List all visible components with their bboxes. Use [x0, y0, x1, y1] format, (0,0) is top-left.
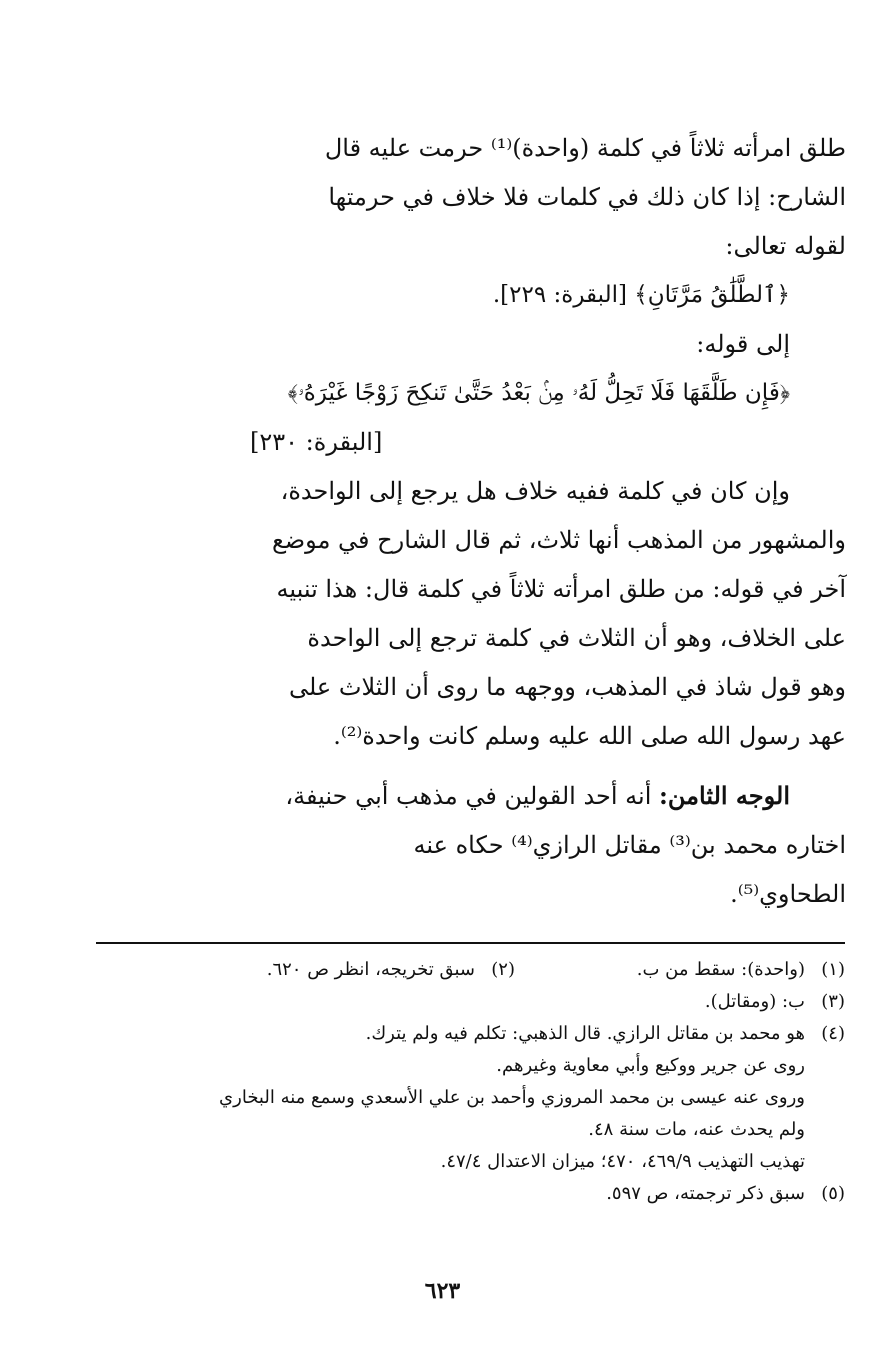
section-text: أنه أحد القولين في مذهب أبي حنيفة، [285, 782, 652, 810]
footnote-number: (٢) [491, 959, 515, 980]
footnote-text: سبق تخريجه، انظر ص ٦٢٠. [266, 959, 475, 980]
body-line: وهو قول شاذ في المذهب، ووجهه ما روى أن الثلاث على [288, 673, 846, 701]
body-line: طلق امرأته ثلاثاً في كلمة (واحدة)⁽¹⁾ حرمت عليه قال [324, 134, 846, 162]
footnote-separator [96, 942, 845, 944]
body-line: عهد رسول الله صلى الله عليه وسلم كانت واحدة⁽²⁾. [333, 722, 846, 750]
section-heading: الوجه الثامن: [659, 781, 790, 810]
body-line: وإن كان في كلمة ففيه خلاف هل يرجع إلى الواحدة، [280, 477, 790, 505]
footnote-row [96, 954, 845, 986]
footnote-text: (واحدة): سقط من ب. [636, 959, 805, 980]
footnote-number: (٣) [821, 991, 845, 1012]
body-line: اختاره محمد بن⁽³⁾ مقاتل الرازي⁽⁴⁾ حكاه عنه [413, 831, 846, 859]
page-number: ٦٢٣ [424, 1278, 461, 1304]
quran-quote-2: ﴿فَإِن طَلَّقَهَا فَلَا تَحِلُّ لَهُۥ مِنۢ بَعْدُ حَتَّىٰ تَنكِحَ زَوْجًا غَيْرَهُۥ﴾ [287, 380, 790, 406]
footnotes [96, 954, 845, 1210]
body-line: الشارح: إذا كان ذلك في كلمات فلا خلاف في حرمتها [328, 183, 846, 211]
body-line: على الخلاف، وهو أن الثلاث في كلمة ترجع إلى الواحدة [307, 624, 846, 652]
section-line [250, 771, 846, 821]
body-line: الطحاوي⁽⁵⁾. [730, 880, 846, 908]
footnote-text: هو محمد بن مقاتل الرازي. قال الذهبي: تكلم فيه ولم يترك. [365, 1023, 805, 1044]
footnote [96, 1018, 845, 1050]
footnote-continuation: روى عن جرير ووكيع وأبي معاوية وغيرهم. [496, 1055, 805, 1076]
footnote-number: (٥) [821, 1183, 845, 1204]
transition-line: إلى قوله: [696, 330, 790, 358]
footnote-text: سبق ذكر ترجمته، ص ٥٩٧. [606, 1183, 805, 1204]
footnote-number: (١) [821, 959, 845, 980]
footnote-text: ب: (ومقاتل). [704, 991, 805, 1012]
footnote-continuation: وروى عنه عيسى بن محمد المروزي وأحمد بن علي الأسعدي وسمع منه البخاري [219, 1087, 805, 1108]
main-text [250, 124, 846, 919]
quran-quote-2-reference: [البقرة: ٢٣٠] [250, 428, 383, 456]
body-line: لقوله تعالى: [725, 232, 846, 260]
footnote [96, 986, 845, 1018]
body-line: والمشهور من المذهب أنها ثلاث، ثم قال الشارح في موضع [272, 526, 846, 554]
footnote-continuation: ولم يحدث عنه، مات سنة ٤٨. [588, 1119, 805, 1140]
body-line: آخر في قوله: من طلق امرأته ثلاثاً في كلمة قال: هذا تنبيه [276, 575, 846, 603]
footnote [96, 1178, 845, 1210]
quran-quote-1: ﴿ٱلطَّلَٰقُ مَرَّتَانِ﴾ [البقرة: ٢٢٩]. [492, 282, 790, 308]
footnote-number: (٤) [821, 1023, 845, 1044]
footnote-continuation: تهذيب التهذيب ٤٦٩/٩، ٤٧٠؛ ميزان الاعتدال ٤٧/٤. [440, 1151, 805, 1172]
